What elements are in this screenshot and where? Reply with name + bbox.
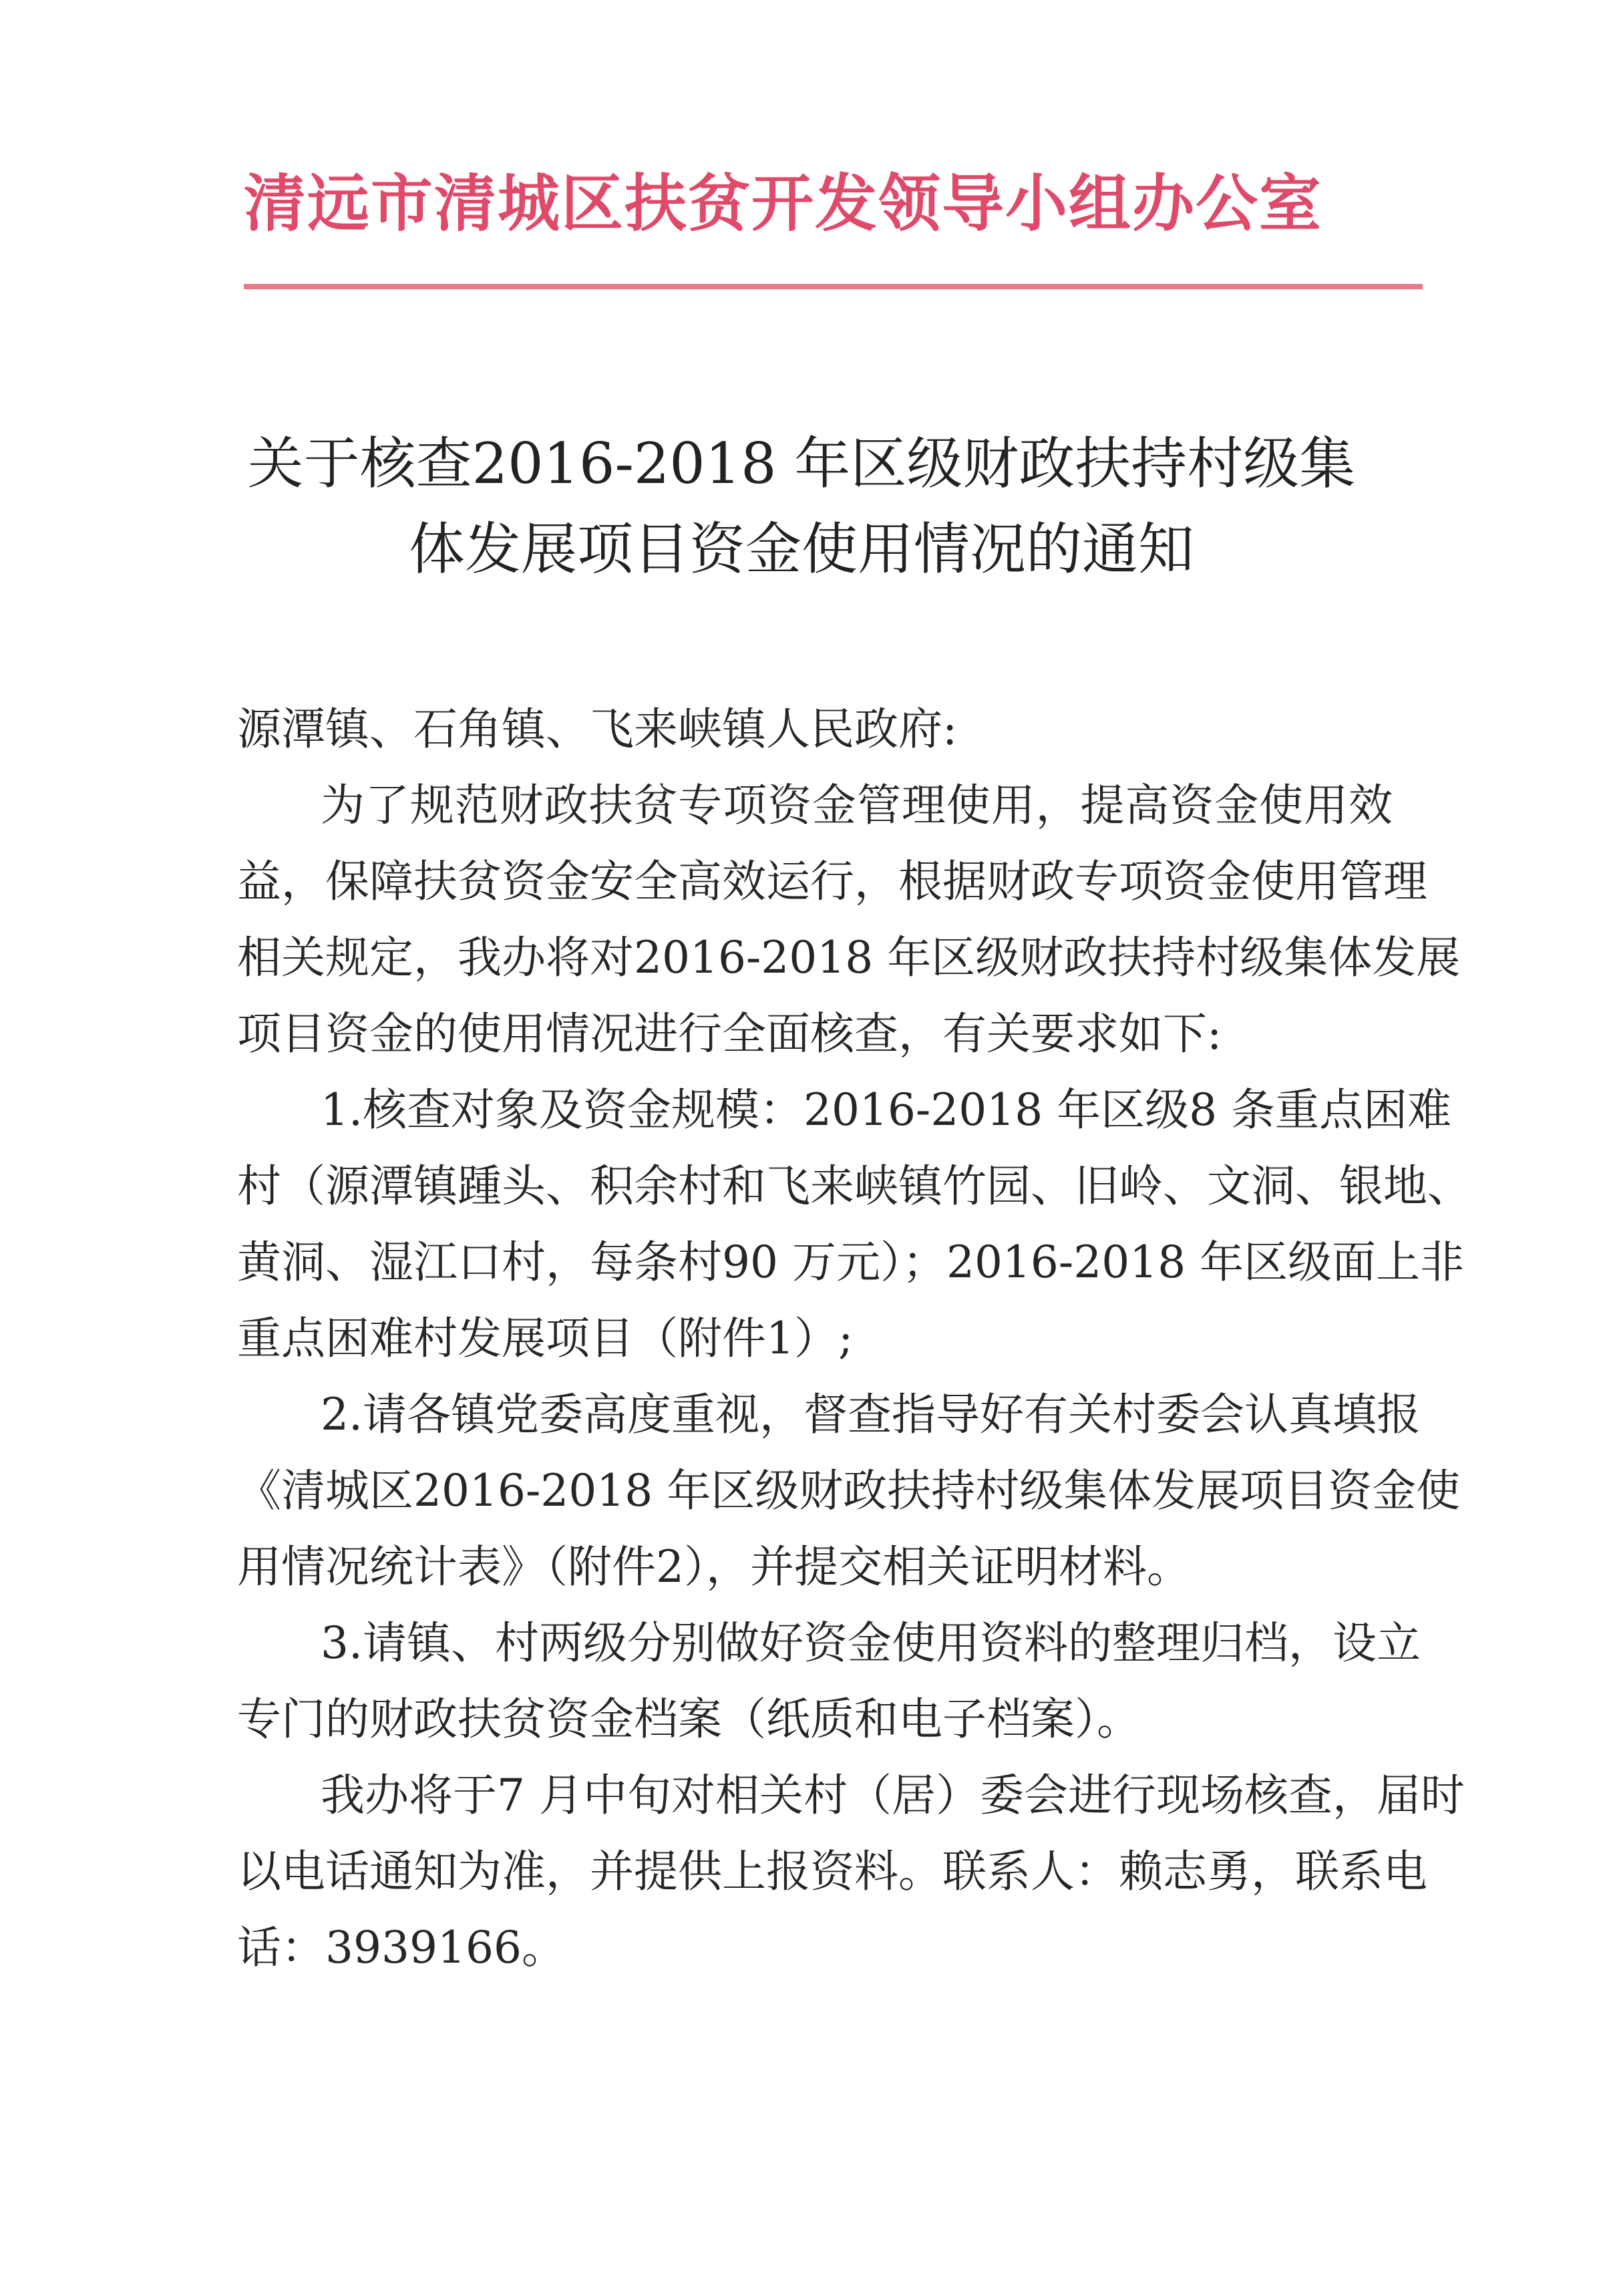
paragraph-line: 为了规范财政扶贫专项资金管理使用，提高资金使用效 — [321, 780, 1393, 831]
paragraph-line: 益，保障扶贫资金安全高效运行，根据财政专项资金使用管理 — [237, 856, 1427, 907]
item-1-line: 重点困难村发展项目（附件1）; — [237, 1313, 854, 1364]
item-2-line: 2.请各镇党委高度重视，督查指导好有关村委会认真填报 — [321, 1389, 1421, 1440]
item-1-line: 黄洞、湿江口村，每条村90 万元）；2016-2018 年区级面上非 — [237, 1237, 1465, 1288]
issuing-office-header: 清远市清城区扶贫开发领导小组办公室 — [244, 168, 1322, 240]
title-line-1: 关于核查2016-2018 年区级财政扶持村级集 — [247, 431, 1356, 496]
closing-line: 以电话通知为准，并提供上报资料。联系人：赖志勇，联系电 — [237, 1846, 1427, 1897]
item-1-line: 1.核查对象及资金规模：2016-2018 年区级8 条重点困难 — [321, 1084, 1452, 1136]
contact-phone-line: 话：3939166。 — [237, 1922, 566, 1973]
red-header-rule — [244, 284, 1423, 289]
item-2-line: 《清城区2016-2018 年区级财政扶持村级集体发展项目资金使 — [237, 1465, 1461, 1516]
document-title — [200, 421, 1403, 592]
item-3-line: 专门的财政扶贫资金档案（纸质和电子档案）。 — [237, 1693, 1141, 1745]
notice-body — [237, 691, 1471, 1986]
title-line-2: 体发展项目资金使用情况的通知 — [408, 516, 1194, 582]
item-1-line: 村（源潭镇踵头、积余村和飞来峡镇竹园、旧岭、文洞、银地、 — [237, 1160, 1471, 1212]
paragraph-line: 项目资金的使用情况进行全面核查，有关要求如下: — [237, 1008, 1222, 1059]
paragraph-line: 相关规定，我办将对2016-2018 年区级财政扶持村级集体发展 — [237, 932, 1461, 983]
item-2-line: 用情况统计表》（附件2），并提交相关证明材料。 — [237, 1541, 1191, 1593]
addressee-line: 源潭镇、石角镇、飞来峡镇人民政府: — [237, 703, 958, 755]
item-3-line: 3.请镇、村两级分别做好资金使用资料的整理归档，设立 — [321, 1617, 1421, 1669]
closing-line: 我办将于7 月中旬对相关村（居）委会进行现场核查，届时 — [321, 1770, 1465, 1821]
